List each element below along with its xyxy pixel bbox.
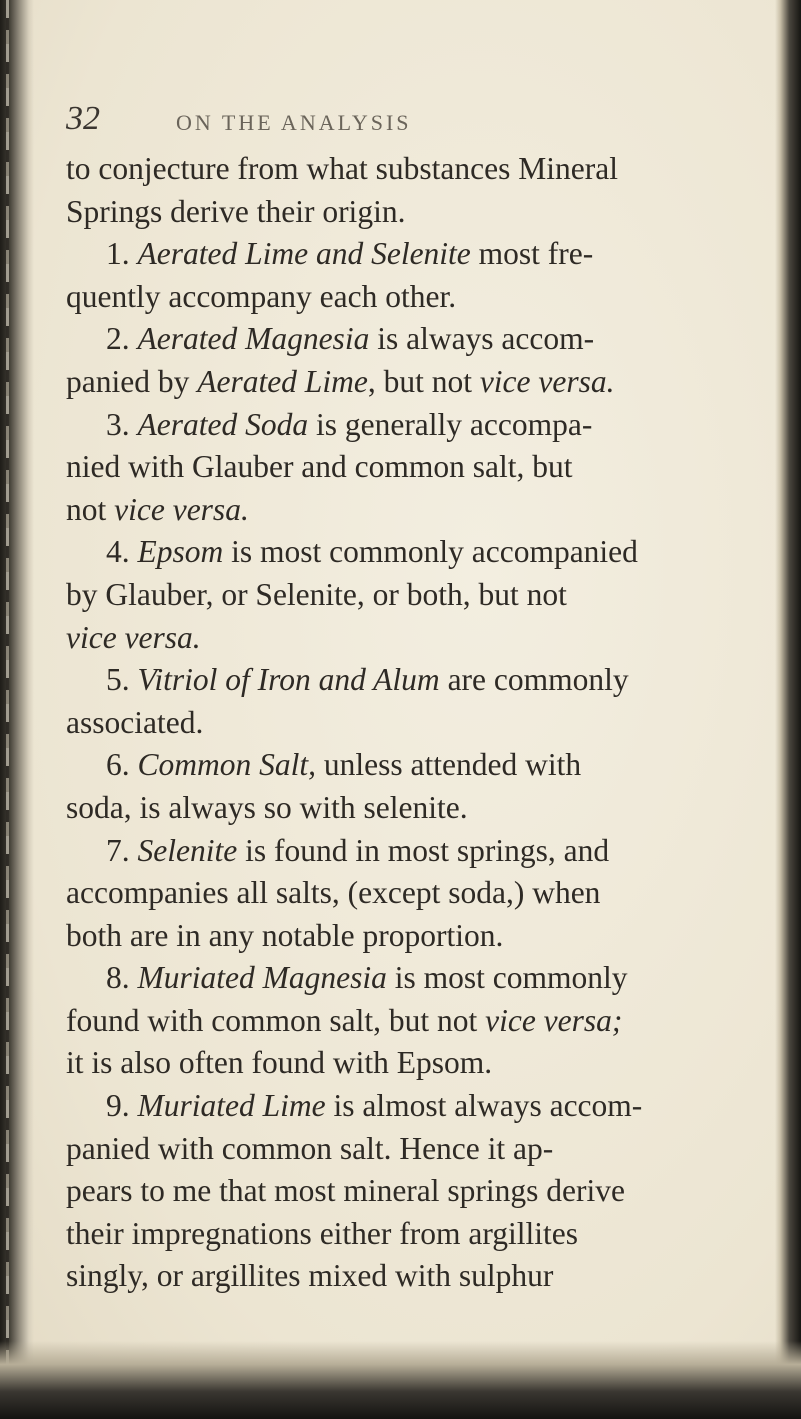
italic-term: and Alum [318,662,440,698]
item-number: 4. [106,534,138,570]
italic-term: Aerated Magnesia [137,321,370,357]
text-run: their impregnations either from argillites [66,1215,579,1251]
text-run: nied with Glauber and common salt, but [66,449,573,485]
text-line [66,1042,726,1085]
text-run: not [66,491,115,527]
italic-term: Common Salt, [137,747,317,783]
item-number: 3. [106,406,138,442]
text-run: it is also often found with Epsom. [66,1045,493,1081]
text-line [66,361,726,404]
text-line [66,233,726,276]
text-run: is generally accompa- [308,406,593,442]
text-run: quently accompany each other. [66,278,457,314]
text-line [66,148,726,191]
text-line [66,659,726,702]
text-run: panied by [66,363,198,399]
text-line [66,404,726,447]
item-number: 2. [106,321,138,357]
text-line [66,1085,726,1128]
italic-term: Epsom [137,534,224,570]
text-run: are commonly [439,662,629,698]
text-line [66,957,726,1000]
italic-term: Selenite [371,236,471,272]
page-header [66,100,706,144]
text-run: panied with common salt. Hence it ap- [66,1130,554,1166]
italic-term: vice versa. [479,363,615,399]
item-number: 6. [106,747,138,783]
italic-term: vice versa; [485,1002,623,1038]
text-run: both are in any notable proportion. [66,917,504,953]
text-line [66,617,726,660]
item-number: 9. [106,1088,138,1124]
italic-term: Muriated Lime [137,1088,326,1124]
text-run [311,662,319,697]
text-run: found with common salt, but not [66,1002,486,1038]
italic-term: and [315,236,364,272]
italic-term: Vitriol of Iron [137,662,311,698]
text-run: is most commonly [386,960,628,996]
text-line [66,276,726,319]
text-line [66,1128,726,1171]
text-line [66,787,726,830]
text-line [66,702,726,745]
text-run: is found in most springs, and [237,832,610,868]
text-run: soda, is always so with selenite. [66,789,468,825]
text-line [66,446,726,489]
text-run: to conjecture from what substances Mineral [66,151,618,186]
text-run: by Glauber, or Selenite, or both, but not [66,576,567,612]
text-line [66,1170,726,1213]
text-run: singly, or argillites mixed with sulphur [66,1258,554,1294]
text-line [66,489,726,532]
item-number: 1. [106,236,138,272]
italic-term: Muriated Magnesia [137,960,387,996]
text-line [66,1213,726,1256]
text-line [66,830,726,873]
text-run: is most commonly accompanied [223,534,638,570]
italic-term: Selenite [137,832,238,868]
text-run: , but not [367,363,480,399]
text-line [66,915,726,958]
item-number: 7. [106,832,138,868]
page-gutter-shadow [0,0,34,1419]
item-number: 8. [106,960,138,996]
text-run: is almost always accom- [325,1088,643,1124]
running-head: ON THE ANALYSIS [176,110,412,135]
text-line [66,744,726,787]
text-run: Springs derive their origin. [66,193,406,229]
text-run: associated. [66,704,204,740]
text-line [66,191,726,234]
text-run [308,236,316,271]
text-line [66,1255,726,1298]
page-bottom-shadow [0,1341,801,1419]
italic-term: vice versa. [66,619,201,655]
text-run: unless attended with [316,747,582,783]
italic-term: Aerated Soda [137,406,309,442]
body-text [66,148,726,1298]
text-run: most fre- [470,236,594,272]
text-run: pears to me that most mineral springs derive [66,1173,625,1209]
text-line [66,574,726,617]
text-run: accompanies all salts, (except soda,) when [66,875,601,911]
page-number: 32 [66,100,100,137]
page-edge-shadow [775,0,801,1419]
text-line [66,1000,726,1043]
item-number: 5. [106,662,138,698]
text-line [66,872,726,915]
text-run [363,236,371,271]
italic-term: Aerated Lime [197,363,368,399]
italic-term: vice versa. [114,491,249,527]
text-run: is always accom- [369,321,595,357]
text-line [66,531,726,574]
text-line [66,318,726,361]
italic-term: Aerated Lime [137,236,309,272]
